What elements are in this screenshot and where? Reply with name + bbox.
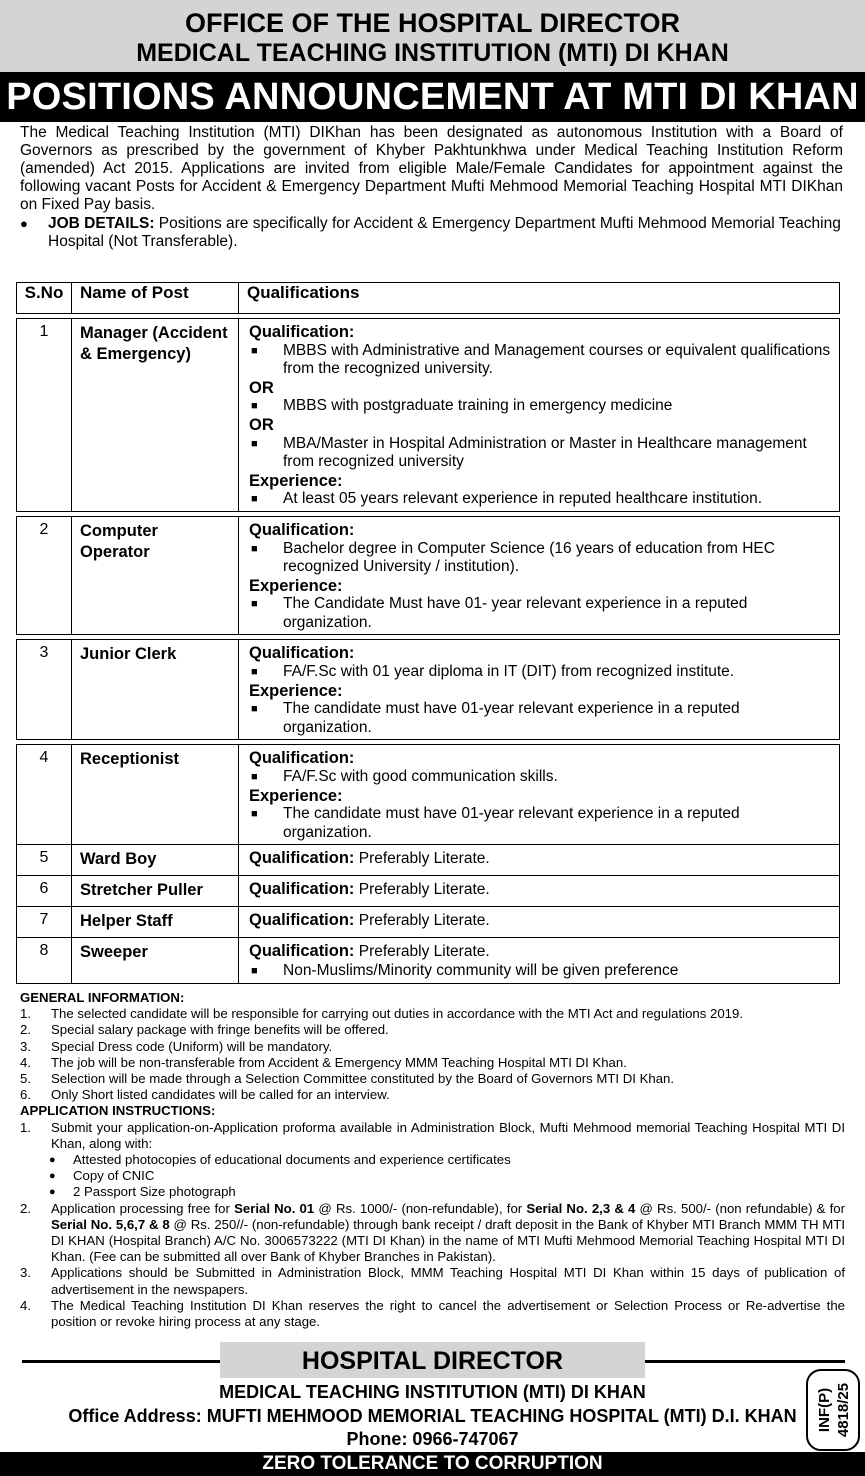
bullet-dot-icon: ● (20, 216, 28, 231)
list-item: ● Attested photocopies of educational documents and experience certificates (49, 1152, 511, 1168)
row-qualifications: Qualification: Preferably Literate. (239, 845, 840, 876)
list-item: ■ FA/F.Sc with 01 year diploma in IT (DIT) from recognized institute. (251, 662, 735, 680)
row-post: Junior Clerk (72, 640, 239, 740)
table-row (17, 517, 840, 635)
list-item: 4. The Medical Teaching Institution DI Khan reserves the right to cancel the advertisement or Selection Process or Re-advertise the position or revoke hiring process at any stage. (20, 1297, 845, 1330)
row-qualifications: Qualification: Preferably Literate. (239, 876, 840, 907)
inf-code-line1: INF(P) (816, 1387, 833, 1433)
table-row (17, 938, 840, 984)
inf-code-stamp (805, 1368, 861, 1452)
list-item: 3. Applications should be Submitted in Administration Block, MMM Teaching Hospital MTI DI Khan within 15 days of publication of advertisement in the newspapers. (20, 1265, 845, 1297)
job-details-label: JOB DETAILS: (48, 215, 155, 232)
list-item: ■ The candidate must have 01-year relevant experience in a reputed organization. (251, 700, 740, 736)
list-item: 6. Only Short listed candidates will be called for an interview. (20, 1087, 390, 1103)
qualification-label: Qualification: (249, 749, 355, 767)
bullet-dot-icon: ● (49, 1170, 56, 1183)
row-sno: 1 (17, 319, 72, 512)
square-bullet-icon: ■ (251, 964, 258, 977)
column-header-qualifications: Qualifications (239, 283, 840, 314)
column-header-post: Name of Post (72, 283, 239, 314)
list-item: ■ Bachelor degree in Computer Science (16 years of education from HEC recognized University / institution). (251, 539, 775, 575)
row-post: Computer Operator (72, 517, 239, 635)
row-sno: 6 (17, 876, 72, 907)
row-post: Sweeper (72, 938, 239, 984)
row-qualifications: Qualification: Preferably Literate. ■ Non-Muslims/Minority community will be given preference (239, 938, 840, 984)
list-item: ■ MBBS with postgraduate training in emergency medicine (251, 397, 673, 414)
table-header-row (17, 283, 840, 314)
square-bullet-icon: ■ (251, 493, 258, 505)
row-post: Helper Staff (72, 907, 239, 938)
bullet-dot-icon: ● (49, 1154, 56, 1167)
list-item: ■ The candidate must have 01-year relevant experience in a reputed organization. (251, 805, 740, 841)
list-item: ■ MBA/Master in Hospital Administration or Master in Healthcare management from recognized university (251, 434, 807, 470)
list-item: 1. The selected candidate will be responsible for carrying out duties in accordance with the MTI Act and regulations 2019. (20, 1006, 744, 1022)
square-bullet-icon: ■ (251, 400, 258, 412)
signatory-org: MEDICAL TEACHING INSTITUTION (MTI) DI KHAN (219, 1382, 646, 1402)
qualification-label: Qualification: (249, 521, 355, 539)
square-bullet-icon: ■ (251, 344, 258, 357)
experience-label: Experience: (249, 471, 343, 490)
announcement-banner: POSITIONS ANNOUNCEMENT AT MTI DI KHAN (0, 72, 865, 122)
row-post: Ward Boy (72, 845, 239, 876)
list-item: 1. Submit your application-on-Application proforma available in Administration Block, Mufti Mehmood memorial Teaching Hospital MTI DI Khan, along with: (20, 1119, 845, 1151)
square-bullet-icon: ■ (251, 808, 258, 820)
table-row (17, 745, 840, 845)
column-header-sno: S.No (17, 283, 72, 314)
row-qualifications (239, 517, 840, 635)
row-post: Receptionist (72, 745, 239, 845)
experience-label: Experience: (249, 576, 343, 595)
row-sno: 4 (17, 745, 72, 845)
square-bullet-icon: ■ (251, 665, 258, 678)
positions-table (16, 282, 840, 984)
row-sno: 3 (17, 640, 72, 740)
row-post: Stretcher Puller (72, 876, 239, 907)
list-item: ● Copy of CNIC (49, 1168, 155, 1184)
square-bullet-icon: ■ (251, 542, 258, 555)
intro-paragraph: The Medical Teaching Institution (MTI) DIKhan has been designated as autonomous Institution with a Board of Governors as prescribed by the government of Khyber Pakhtunkhwa under Medical Teaching Institution Reform (amended) Act 2015. Applications are invited from eligible Male/Female Candidates for appointment against the following vacant Posts for Accident & Emergency Department Mufti Mehmood Memorial Teaching Hospital MTI DIKhan on Fixed Pay basis. (20, 124, 843, 213)
row-post: Manager (Accident & Emergency) (72, 319, 239, 512)
square-bullet-icon: ■ (251, 703, 258, 715)
row-sno: 5 (17, 845, 72, 876)
row-qualifications: Qualification: Preferably Literate. (239, 907, 840, 938)
list-item: ■ At least 05 years relevant experience in reputed healthcare institution. (251, 490, 763, 507)
instructions-heading: APPLICATION INSTRUCTIONS: (20, 1103, 216, 1119)
list-item: 2. Special salary package with fringe benefits will be offered. (20, 1022, 389, 1038)
list-item: ■ Non-Muslims/Minority community will be given preference (251, 961, 679, 979)
office-header (0, 0, 865, 72)
institution-title: MEDICAL TEACHING INSTITUTION (MTI) DI KHAN (136, 39, 729, 67)
qualification-label: Qualification: (249, 644, 355, 662)
square-bullet-icon: ■ (251, 598, 258, 610)
general-heading: GENERAL INFORMATION: (20, 990, 185, 1005)
job-details (0, 214, 865, 251)
bullet-dot-icon: ● (49, 1186, 56, 1199)
or-label: OR (249, 378, 274, 397)
list-item: ● 2 Passport Size photograph (49, 1184, 236, 1200)
office-title: OFFICE OF THE HOSPITAL DIRECTOR (184, 8, 681, 38)
list-item: ■ MBBS with Administrative and Management courses or equivalent qualifications from the recognized university. (251, 341, 831, 377)
list-item: ■ FA/F.Sc with good communication skills. (251, 767, 558, 785)
general-information (20, 990, 845, 1330)
table-row (17, 319, 840, 512)
row-sno: 8 (17, 938, 72, 984)
list-item: 4. The job will be non-transferable from Accident & Emergency MMM Teaching Hospital MTI DI Khan. (20, 1054, 627, 1070)
office-address: Office Address: MUFTI MEHMOOD MEMORIAL TEACHING HOSPITAL (MTI) D.I. KHAN (68, 1406, 797, 1426)
experience-label: Experience: (249, 681, 343, 700)
square-bullet-icon: ■ (251, 437, 258, 450)
table-row (17, 876, 840, 907)
row-sno: 2 (17, 517, 72, 635)
table-row (17, 845, 840, 876)
row-sno: 7 (17, 907, 72, 938)
divider (645, 1360, 845, 1363)
table-row (17, 640, 840, 740)
list-item: ■ The Candidate Must have 01- year relevant experience in a reputed organization. (251, 595, 748, 631)
footer-slogan: ZERO TOLERANCE TO CORRUPTION (0, 1452, 865, 1476)
phone-number: Phone: 0966-747067 (346, 1429, 519, 1449)
qualification-label: Qualification: (249, 323, 355, 341)
divider (22, 1360, 220, 1363)
signatory-title: HOSPITAL DIRECTOR (220, 1342, 645, 1378)
list-item: 2. Application processing free for Serial No. 01 @ Rs. 1000/- (non-refundable), for Serial No. 2,3 & 4 @ Rs. 500/- (non refundable) & for Serial No. 5,6,7 & 8 @ Rs. 250//- (non-refundable) through bank receipt / draft deposit in the Bank of Khyber MTI Branch MMM TH MTI DI KHAN (Hospital Branch) A/C No. 3006573222 (MTI DI Khan) in the name of MTI Mufti Mehmood Memorial Teaching Hospital MTI DI Khan. (Fee can be submitted all over Bank of Khyber Branches in Pakistan). (20, 1200, 846, 1265)
list-item: 3. Special Dress code (Uniform) will be mandatory. (20, 1038, 333, 1054)
row-qualifications (239, 319, 840, 512)
table-row (17, 907, 840, 938)
job-details-text: Positions are specifically for Accident & Emergency Department Mufti Mehmood Memorial Teaching Hospital (Not Transferable). (48, 215, 841, 250)
list-item: 5. Selection will be made through a Selection Committee constituted by the Board of Governors MTI DI Khan. (20, 1071, 675, 1087)
square-bullet-icon: ■ (251, 770, 258, 783)
or-label: OR (249, 416, 274, 434)
row-qualifications (239, 640, 840, 740)
inf-code-line2: 4818/25 (835, 1382, 852, 1438)
row-qualifications (239, 745, 840, 845)
experience-label: Experience: (249, 786, 343, 805)
